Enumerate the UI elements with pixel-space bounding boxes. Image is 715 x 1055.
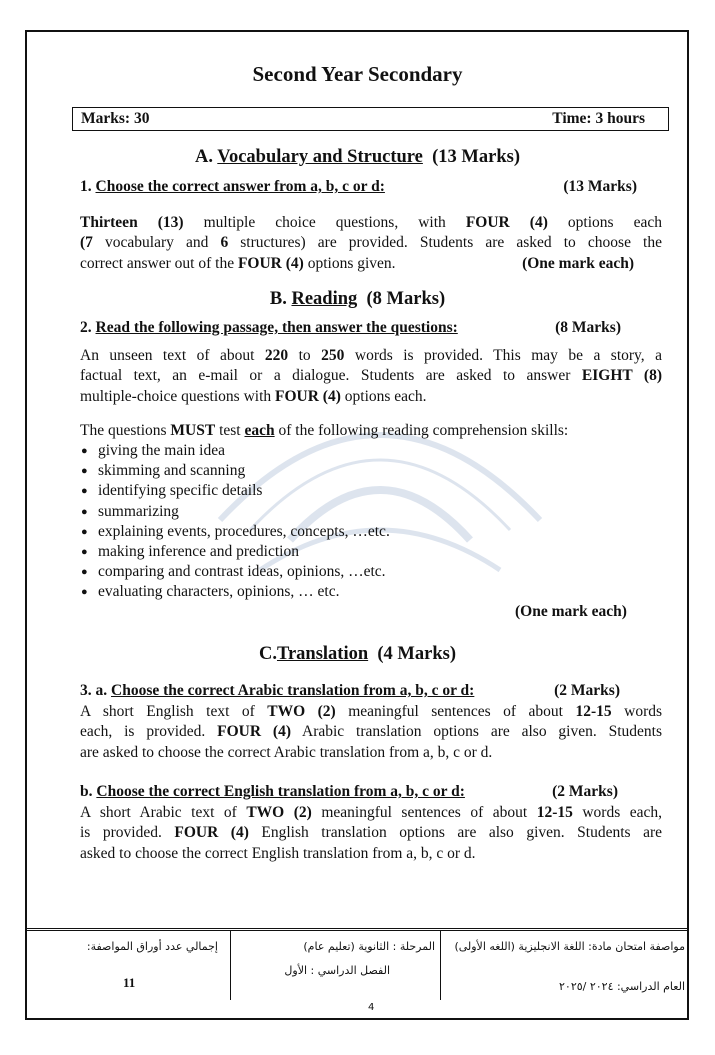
section-b-heading: B. Reading (8 Marks) [269, 289, 446, 309]
pages-count: 11 [123, 975, 136, 990]
list-item: ● comparing and contrast ideas, opinions, …etc. [80, 562, 390, 582]
skills-intro: The questions MUST test each of the following reading comprehension skills: [80, 422, 569, 439]
section-c-heading: C.Translation (4 Marks) [258, 644, 456, 664]
list-item: ● summarizing [80, 502, 390, 522]
section-c-title: Translation [276, 644, 369, 664]
section-b-description: An unseen text of about 220 to 250 words is provided. This may be a story, a factual text, an e-mail or a dialogue. Students are asked to answer EIGHT (8) multiple-choice questions with FOUR (4) options each. [80, 347, 663, 405]
section-a-description: Thirteen (13) multiple choice questions, with FOUR (4) options each (7 vocabulary and 6 structures) are provided. Students are asked to choose the correct answer out of the FOUR (4) options given. (One mark each) [80, 213, 662, 274]
question-2: 2. Read the following passage, then answer the questions: (8 Marks) [80, 319, 621, 336]
academic-year: العام الدراسي: ٢٠٢٤ /٢٠٢٥ [559, 980, 685, 993]
pages-label: إجمالي عدد أوراق المواصفة: [86, 940, 218, 953]
one-mark-each-a: (One mark each) [522, 254, 634, 272]
question-3a: 3. a. Choose the correct Arabic translation from a, b, c or d: (2 Marks) [80, 682, 620, 699]
section-a-title: Vocabulary and Structure [217, 147, 423, 167]
list-item: ● making inference and prediction [80, 542, 390, 562]
page-title: Second Year Secondary [252, 62, 463, 86]
term: الفصل الدراسي : الأول [284, 964, 390, 977]
list-item: ● identifying specific details [80, 481, 390, 501]
question-3a-description: A short English text of TWO (2) meaningful sentences of about 12-15 words each, is provided. FOUR (4) Arabic translation options are also given. Students are asked to choose the correct Arabic translation from a, b, c or d. [80, 703, 663, 761]
marks-time-box [72, 107, 669, 131]
list-item: ● explaining events, procedures, concepts, …etc. [80, 522, 390, 542]
footer-column-divider [440, 930, 441, 1000]
footer-divider-inner [27, 930, 687, 931]
footer-divider [27, 928, 687, 929]
question-1: 1. Choose the correct answer from a, b, c or d: (13 Marks) [80, 178, 637, 195]
list-item: ● evaluating characters, opinions, … etc. [80, 582, 390, 602]
list-item: ● skimming and scanning [80, 461, 390, 481]
one-mark-each-b: (One mark each) [515, 603, 627, 620]
footer-column-divider [230, 930, 231, 1000]
section-b-title: Reading [291, 289, 358, 309]
spec-title: مواصفة امتحان مادة: اللغة الانجليزية (اللغه الأولى) [454, 940, 685, 953]
total-marks: Marks: 30 [81, 110, 150, 127]
skills-list [80, 441, 390, 603]
section-a-heading: A. Vocabulary and Structure (13 Marks) [195, 147, 520, 167]
list-item: ● giving the main idea [80, 441, 390, 461]
exam-time: Time: 3 hours [552, 110, 645, 127]
page-number: 4 [368, 1002, 375, 1013]
stage: المرحلة : الثانوية (تعليم عام) [303, 940, 435, 953]
question-3b: b. Choose the correct English translation from a, b, c or d: (2 Marks) [80, 783, 618, 800]
question-3b-description: A short Arabic text of TWO (2) meaningful sentences of about 12-15 words each, is provided. FOUR (4) English translation options are also given. Students are asked to choose the correct English translation from a, b, c or d. [80, 804, 663, 862]
